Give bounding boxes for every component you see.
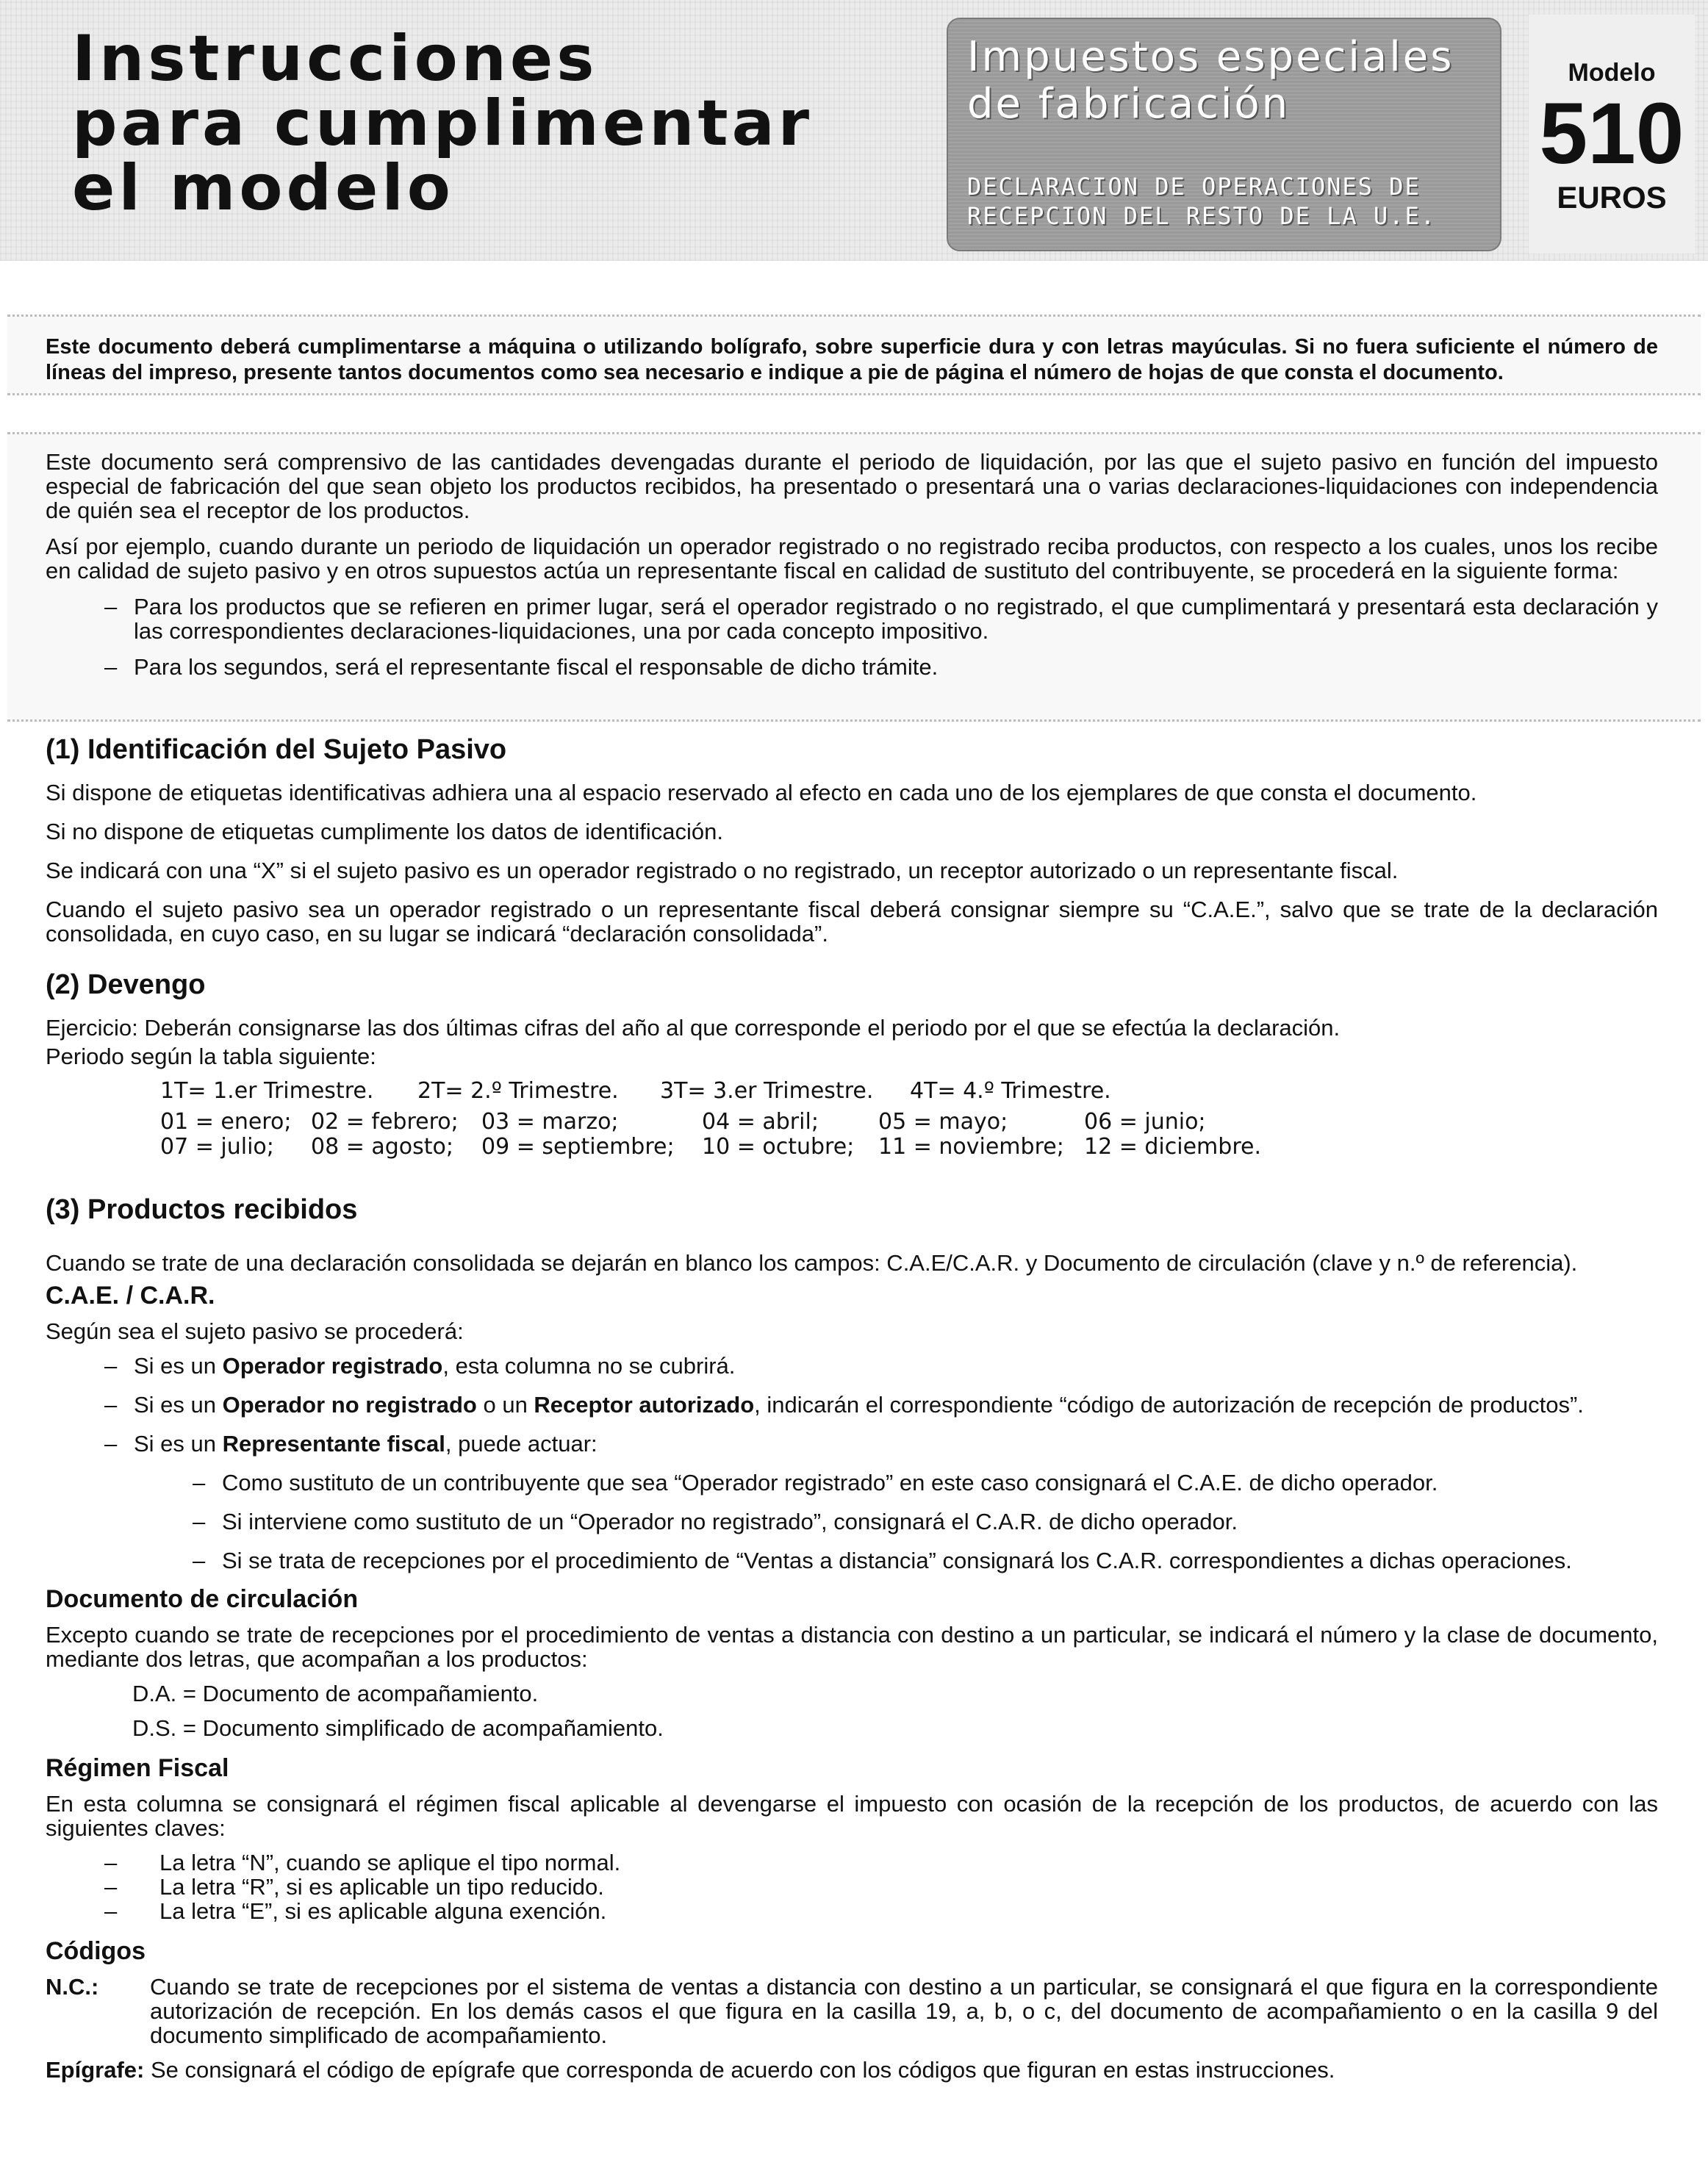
section-1-heading: (1) Identificación del Sujeto Pasivo — [46, 734, 507, 765]
section-paragraph: Periodo según la tabla siguiente: — [46, 1044, 376, 1069]
model-badge — [1529, 15, 1695, 254]
doc-code: D.A. = Documento de acompañamiento. — [132, 1681, 539, 1706]
section-paragraph: Si dispone de etiquetas identificativas adhiera una al espacio reservado al efecto en cada uno de los ejemplares de que consta el documento. — [46, 780, 1477, 805]
codes-heading: Códigos — [46, 1937, 146, 1965]
page-title — [72, 22, 814, 225]
section-2-heading: (2) Devengo — [46, 969, 206, 1000]
section-paragraph: Excepto cuando se trate de recepciones por el procedimiento de ventas a distancia con destino a un particular, se indicará el número y la clase de documento, mediante dos letras, que acompañan a los productos: — [46, 1622, 1658, 1672]
intro-list-item: – Para los productos que se refieren en primer lugar, será el operador registrado o no registrado, el que cumplimentará y presentará esta declaración y las correspondientes declaraciones-liquidaciones, una por cada concepto impositivo. — [46, 595, 1658, 643]
nc-text: Cuando se trate de recepciones por el sistema de ventas a distancia con destino a un particular, se consignará el que figura en la correspondiente autorización de recepción. En los demás casos el que figura en la casilla 19, a, b, o c, del documento de acompañamiento o en la casilla 9 del documento simplificado de acompañamiento. — [150, 1974, 1658, 2048]
cae-sub-item: – Si interviene como sustituto de un “Operador no registrado”, consignará el C.A.R. de dicho operador. — [46, 1509, 1658, 1534]
tax-title-line: Impuestos especiales — [967, 33, 1454, 81]
epigrafe-label: Epígrafe: — [46, 2057, 145, 2083]
month-code: 12 = diciembre. — [1084, 1134, 1261, 1160]
epigrafe-definition — [46, 2058, 1658, 2082]
month-code: 05 = mayo; — [878, 1109, 1008, 1135]
title-line: Instrucciones — [72, 22, 598, 96]
section-paragraph: Se indicará con una “X” si el sujeto pasivo es un operador registrado o no registrado, un receptor autorizado o un representante fiscal. — [46, 858, 1399, 883]
months-row — [160, 1110, 1261, 1135]
regime-code: – La letra “R”, si es aplicable un tipo reducido. — [46, 1875, 1658, 1899]
month-code: 08 = agosto; — [311, 1134, 454, 1160]
quarter-code: 4T= 4.º Trimestre. — [910, 1078, 1111, 1104]
title-line: para cumplimentar — [72, 87, 814, 160]
cae-heading: C.A.E. / C.A.R. — [46, 1282, 215, 1310]
section-paragraph: Ejercicio: Deberán consignarse las dos últimas cifras del año al que corresponde el periodo por el que se efectúa la declaración. — [46, 1015, 1341, 1041]
month-code: 02 = febrero; — [311, 1109, 459, 1135]
epigrafe-text: Se consignará el código de epígrafe que corresponda de acuerdo con los códigos que figuran en estas instrucciones. — [150, 2057, 1335, 2083]
nc-definition — [46, 1975, 1658, 2047]
cae-sub-item: – Si se trata de recepciones por el procedimiento de “Ventas a distancia” consignará los C.A.R. correspondientes a dichas operaciones. — [46, 1548, 1658, 1573]
months-row — [160, 1135, 1261, 1160]
quarter-code: 3T= 3.er Trimestre. — [660, 1078, 874, 1104]
quarters-row — [160, 1079, 1111, 1104]
declaration-type — [967, 172, 1436, 231]
month-code: 10 = octubre; — [702, 1134, 855, 1160]
intro-section — [46, 450, 1658, 691]
month-code: 01 = enero; — [160, 1109, 292, 1135]
section-paragraph: Según sea el sujeto pasivo se procederá: — [46, 1318, 464, 1344]
cae-list-item: – Si es un Representante fiscal, puede actuar: — [46, 1432, 1658, 1456]
intro-paragraph: Este documento será comprensivo de las cantidades devengadas durante el periodo de liquidación, por las que el sujeto pasivo en función del impuesto especial de fabricación del que sean objeto los productos recibidos, ha presentado o presentará una o varias declaraciones-liquidaciones con independencia de quién sea el receptor de los productos. — [46, 449, 1658, 523]
declaration-type-line: RECEPCION DEL RESTO DE LA U.E. — [967, 202, 1436, 230]
declaration-type-line: DECLARACION DE OPERACIONES DE — [967, 173, 1421, 201]
intro-paragraph: Así por ejemplo, cuando durante un periodo de liquidación un operador registrado o no registrado reciba productos, con respecto a los cuales, unos los recibe en calidad de sujeto pasivo y en otros supuestos actúa un representante fiscal en calidad de sustituto del contribuyente, se procederá en la siguiente forma: — [46, 534, 1658, 584]
model-label: Modelo — [1568, 59, 1656, 87]
currency-label: EUROS — [1557, 180, 1667, 215]
section-3-heading: (3) Productos recibidos — [46, 1194, 358, 1225]
section-paragraph: Cuando el sujeto pasivo sea un operador registrado o un representante fiscal deberá consignar siempre su “C.A.E.”, salvo que se trate de la declaración consolidada, en cuyo caso, en su lugar se indicará “declaración consolidada”. — [46, 897, 1658, 947]
quarter-code: 1T= 1.er Trimestre. — [160, 1078, 374, 1104]
month-code: 04 = abril; — [702, 1109, 819, 1135]
section-paragraph: Cuando se trate de una declaración consolidada se dejarán en blanco los campos: C.A.E/C.A.R. y Documento de circulación (clave y n.º de referencia). — [46, 1250, 1578, 1276]
intro-list-item: – Para los segundos, será el representante fiscal el responsable de dicho trámite. — [46, 655, 1658, 679]
quarter-code: 2T= 2.º Trimestre. — [417, 1078, 619, 1104]
cae-sub-item: – Como sustituto de un contribuyente que sea “Operador registrado” en este caso consignará el C.A.E. de dicho operador. — [46, 1471, 1658, 1495]
months-table — [160, 1110, 1261, 1160]
month-code: 11 = noviembre; — [878, 1134, 1064, 1160]
notice-text: Este documento deberá cumplimentarse a máquina o utilizando bolígrafo, sobre superficie dura y con letras mayúculas. Si no fuera suficiente el número de líneas del impreso, presente tantos documentos como sea necesario e indique a pie de página el número de hojas de que consta el documento. — [46, 335, 1658, 384]
model-number: 510 — [1539, 85, 1684, 182]
title-line: el modelo — [72, 151, 454, 225]
month-code: 06 = junio; — [1084, 1109, 1206, 1135]
month-code: 03 = marzo; — [481, 1109, 619, 1135]
section-paragraph: En esta columna se consignará el régimen fiscal aplicable al devengarse el impuesto con ocasión de la recepción de los productos, de acuerdo con las siguientes claves: — [46, 1791, 1658, 1841]
tax-title — [967, 34, 1454, 128]
cae-list-item: – Si es un Operador no registrado o un Receptor autorizado, indicarán el correspondiente “código de autorización de recepción de productos”. — [46, 1393, 1658, 1417]
regime-code: – La letra “N”, cuando se aplique el tipo normal. — [46, 1850, 1658, 1875]
doc-heading: Documento de circulación — [46, 1585, 359, 1613]
month-code: 07 = julio; — [160, 1134, 274, 1160]
section-3-body — [46, 1251, 1658, 2082]
regime-code: – La letra “E”, si es aplicable alguna exención. — [46, 1899, 1658, 1923]
regime-heading: Régimen Fiscal — [46, 1754, 229, 1782]
nc-label: N.C.: — [46, 1974, 99, 2000]
month-code: 09 = septiembre; — [481, 1134, 675, 1160]
tax-title-box — [947, 18, 1501, 251]
section-paragraph: Si no dispone de etiquetas cumplimente los datos de identificación. — [46, 819, 723, 844]
cae-list-item: – Si es un Operador registrado, esta columna no se cubrirá. — [46, 1354, 1658, 1378]
section-1-body — [46, 780, 1658, 960]
tax-title-line: de fabricación — [967, 80, 1291, 128]
doc-code: D.S. = Documento simplificado de acompañamiento. — [132, 1715, 664, 1741]
section-2-body — [46, 1016, 1658, 1069]
